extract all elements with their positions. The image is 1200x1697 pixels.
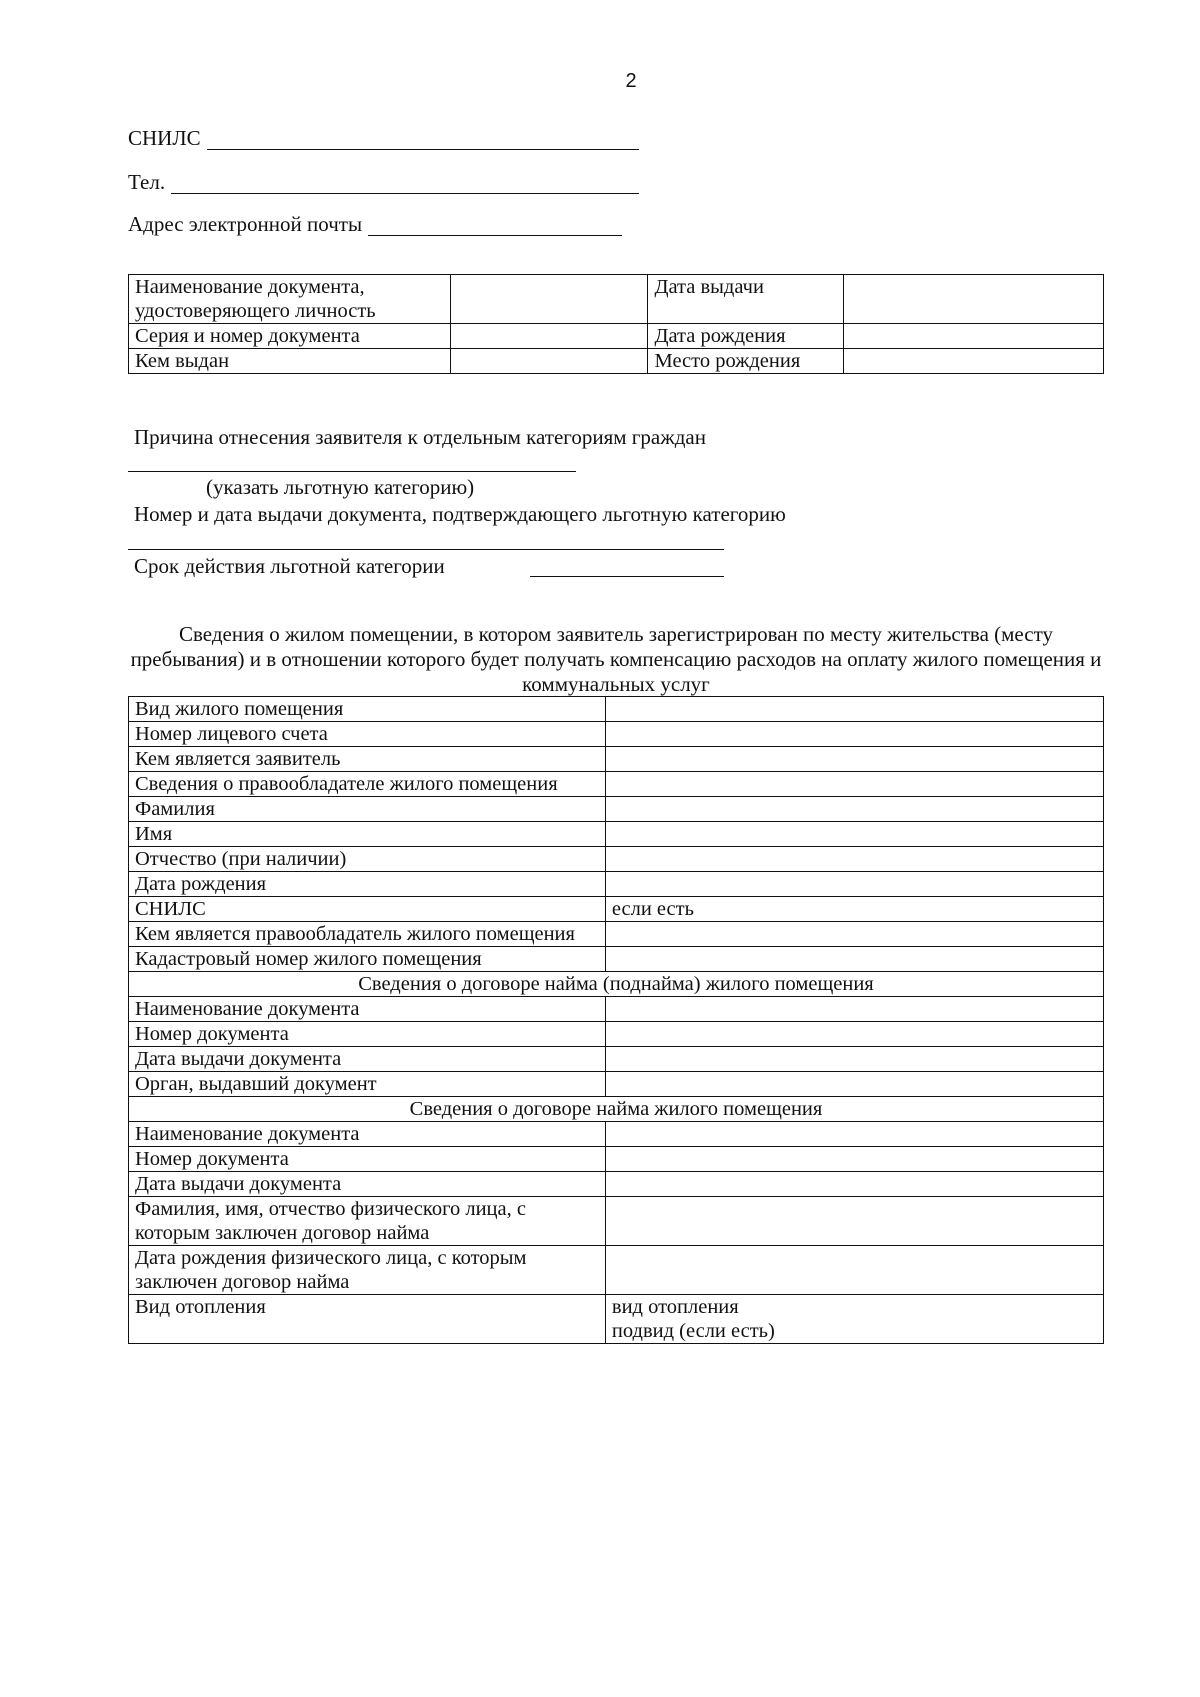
benefit-validity-line[interactable] xyxy=(530,576,724,577)
identity-label2-cell: Дата рождения xyxy=(648,324,844,349)
identity-value-cell[interactable] xyxy=(450,349,648,374)
table-row xyxy=(129,1047,1104,1072)
row-value[interactable] xyxy=(605,822,1103,847)
page-number: 2 xyxy=(625,70,637,92)
row-label: Сведения о правообладателе жилого помещения xyxy=(129,772,606,797)
email-input-line[interactable] xyxy=(368,215,622,236)
row-value[interactable] xyxy=(605,1047,1103,1072)
row-value[interactable] xyxy=(605,697,1103,722)
table-row xyxy=(129,947,1104,972)
snils-input-line[interactable] xyxy=(207,129,639,150)
row-label: Фамилия, имя, отчество физического лица, с которым заключен договор найма xyxy=(129,1197,606,1246)
row-value[interactable] xyxy=(605,997,1103,1022)
table-row xyxy=(129,997,1104,1022)
row-label: Кем является заявитель xyxy=(129,747,606,772)
housing-intro: Сведения о жилом помещении, в котором заявитель зарегистрирован по месту жительства (месту пребывания) и в отношении которого будет получать компенсацию расходов на оплату жилого помещения и коммунальных услуг xyxy=(130,622,1102,696)
sublease-heading: Сведения о договоре найма (поднайма) жилого помещения xyxy=(129,972,1104,997)
table-row xyxy=(129,872,1104,897)
phone-input-line[interactable] xyxy=(171,173,639,194)
phone-field[interactable] xyxy=(128,170,639,194)
row-label: Номер документа xyxy=(129,1022,606,1047)
row-label: Вид жилого помещения xyxy=(129,697,606,722)
table-row xyxy=(129,349,1104,374)
row-label: Номер документа xyxy=(129,1147,606,1172)
row-value[interactable] xyxy=(605,1197,1103,1246)
row-value[interactable] xyxy=(605,1022,1103,1047)
benefit-document-label: Номер и дата выдачи документа, подтверждающего льготную категорию xyxy=(134,502,786,526)
identity-value2-cell[interactable] xyxy=(844,275,1104,324)
benefit-reason-label: Причина отнесения заявителя к отдельным категориям граждан xyxy=(134,425,706,449)
row-label: Наименование документа xyxy=(129,997,606,1022)
housing-table xyxy=(128,696,1104,1344)
table-row xyxy=(129,1022,1104,1047)
identity-label-cell: Кем выдан xyxy=(129,349,451,374)
table-row xyxy=(129,1197,1104,1246)
table-row xyxy=(129,275,1104,324)
row-label: Дата рождения физического лица, с которым заключен договор найма xyxy=(129,1246,606,1295)
row-label: Номер лицевого счета xyxy=(129,722,606,747)
table-row xyxy=(129,922,1104,947)
heating-subtype-label: подвид (если есть) xyxy=(611,1320,775,1342)
table-row xyxy=(129,772,1104,797)
table-row xyxy=(129,1295,1104,1344)
row-label: Отчество (при наличии) xyxy=(129,847,606,872)
row-value[interactable] xyxy=(605,747,1103,772)
table-row xyxy=(129,722,1104,747)
row-value[interactable] xyxy=(605,772,1103,797)
identity-value-cell[interactable] xyxy=(450,324,648,349)
identity-label-cell: Серия и номер документа xyxy=(129,324,451,349)
benefit-validity-label: Срок действия льготной категории xyxy=(134,554,445,578)
row-label: Дата рождения xyxy=(129,872,606,897)
identity-label-cell: Наименование документа, удостоверяющего личность xyxy=(129,275,451,324)
table-row xyxy=(129,797,1104,822)
identity-label2-cell: Дата выдачи xyxy=(648,275,844,324)
section-heading-row xyxy=(129,1097,1104,1122)
row-value[interactable] xyxy=(605,722,1103,747)
row-value[interactable]: если есть xyxy=(605,897,1103,922)
email-field[interactable] xyxy=(128,212,622,236)
heating-type-label: вид отопления xyxy=(611,1296,739,1318)
row-label: Дата выдачи документа xyxy=(129,1172,606,1197)
lease-heading: Сведения о договоре найма жилого помещения xyxy=(129,1097,1104,1122)
benefit-category-hint: (указать льготную категорию) xyxy=(206,475,475,499)
snils-label: СНИЛС xyxy=(128,126,201,150)
row-value[interactable] xyxy=(605,1072,1103,1097)
benefit-document-line[interactable] xyxy=(128,549,724,550)
row-label: Имя xyxy=(129,822,606,847)
row-value[interactable] xyxy=(605,1172,1103,1197)
row-value[interactable] xyxy=(605,797,1103,822)
table-row xyxy=(129,324,1104,349)
table-row xyxy=(129,1072,1104,1097)
section-heading-row xyxy=(129,972,1104,997)
phone-label: Тел. xyxy=(128,170,166,194)
row-label: Наименование документа xyxy=(129,1122,606,1147)
identity-document-table xyxy=(128,274,1104,374)
row-label: Орган, выдавший документ xyxy=(129,1072,606,1097)
table-row xyxy=(129,1122,1104,1147)
table-row xyxy=(129,697,1104,722)
table-row xyxy=(129,822,1104,847)
table-row xyxy=(129,1147,1104,1172)
row-label: Кадастровый номер жилого помещения xyxy=(129,947,606,972)
snils-field[interactable] xyxy=(128,126,639,150)
table-row xyxy=(129,747,1104,772)
row-value[interactable] xyxy=(605,847,1103,872)
table-row xyxy=(129,897,1104,922)
identity-value2-cell[interactable] xyxy=(844,349,1104,374)
table-row xyxy=(129,1172,1104,1197)
row-value[interactable] xyxy=(605,872,1103,897)
row-value[interactable] xyxy=(605,922,1103,947)
table-row xyxy=(129,1246,1104,1295)
row-value[interactable] xyxy=(605,947,1103,972)
row-label: Кем является правообладатель жилого помещения xyxy=(129,922,606,947)
row-label: Фамилия xyxy=(129,797,606,822)
benefit-category-line[interactable] xyxy=(128,471,576,472)
identity-label2-cell: Место рождения xyxy=(648,349,844,374)
row-value[interactable] xyxy=(605,1122,1103,1147)
table-row xyxy=(129,847,1104,872)
row-label: Вид отопления xyxy=(129,1295,606,1344)
row-label: СНИЛС xyxy=(129,897,606,922)
row-value[interactable] xyxy=(605,1147,1103,1172)
email-label: Адрес электронной почты xyxy=(128,212,363,236)
identity-value-cell[interactable] xyxy=(450,275,648,324)
row-value[interactable] xyxy=(605,1246,1103,1295)
heating-value-cell[interactable] xyxy=(605,1295,1103,1344)
identity-value2-cell[interactable] xyxy=(844,324,1104,349)
row-label: Дата выдачи документа xyxy=(129,1047,606,1072)
